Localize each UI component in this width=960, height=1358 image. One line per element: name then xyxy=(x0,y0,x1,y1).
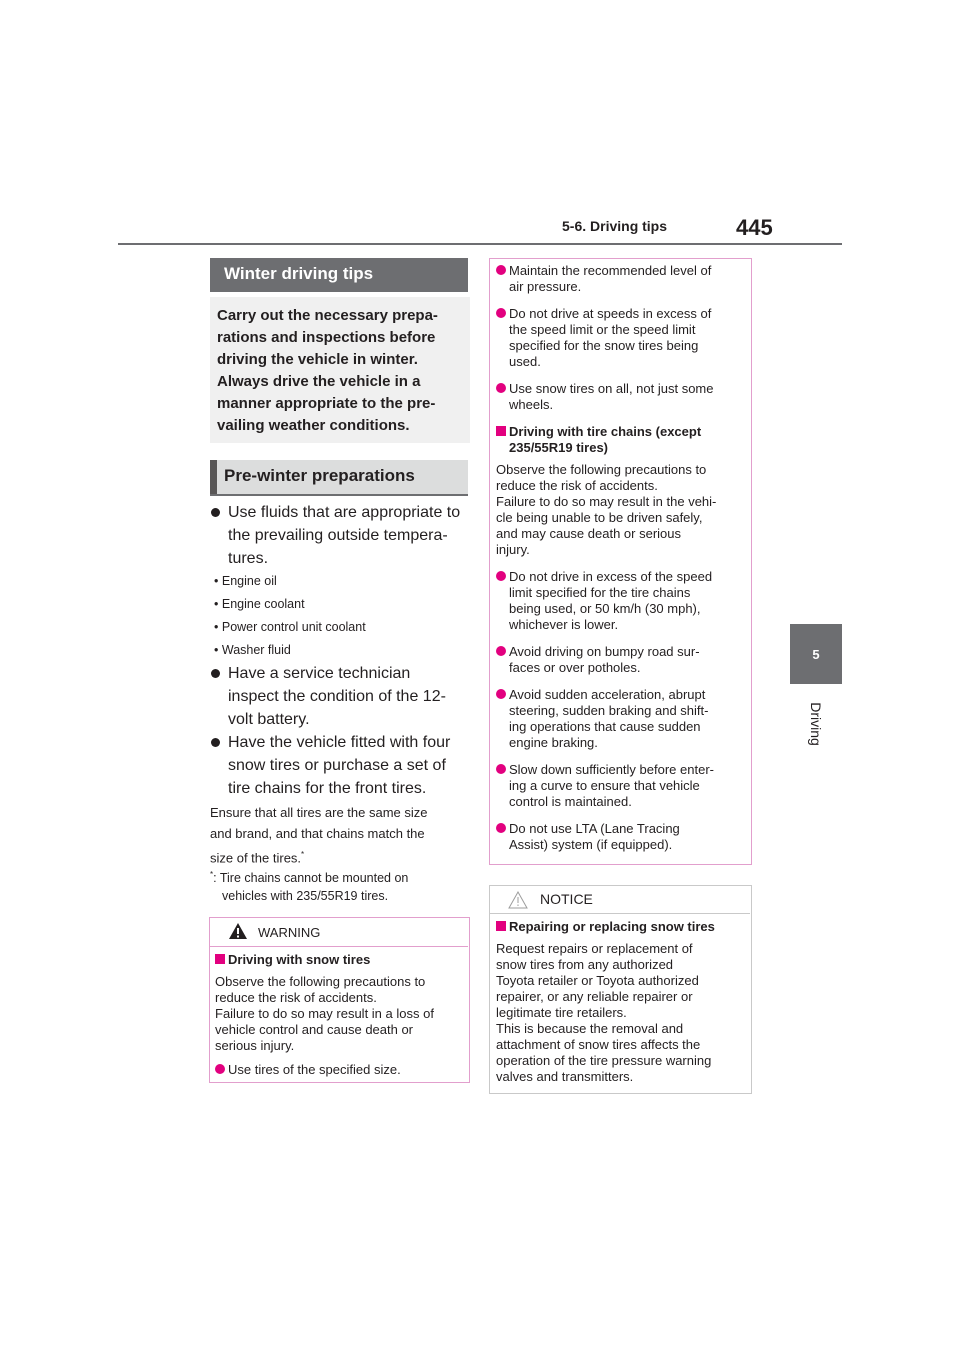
circle-bullet-icon xyxy=(496,689,506,699)
circle-bullet-icon xyxy=(496,383,506,393)
caution-triangle-icon xyxy=(508,891,528,909)
circle-bullet-icon xyxy=(496,308,506,318)
square-bullet-icon xyxy=(215,954,225,964)
list-item: • Engine oil xyxy=(214,574,277,588)
bullet-icon xyxy=(211,738,220,747)
circle-bullet-icon xyxy=(496,646,506,656)
circle-bullet-icon xyxy=(496,823,506,833)
warning-triangle-icon xyxy=(228,922,248,940)
circle-bullet-icon xyxy=(215,1064,225,1074)
list-item: • Power control unit coolant xyxy=(214,620,366,634)
header-rule xyxy=(118,243,842,245)
heading-winter-driving-tips xyxy=(210,258,468,292)
bullet-tires: Have the vehicle fitted with four snow tires or purchase a set of tire chains for the front tires. xyxy=(210,731,472,800)
heading-text: Pre-winter preparations xyxy=(224,466,415,485)
heading-pre-winter-preparations xyxy=(210,460,468,494)
bullet-fluids: Use fluids that are appropriate to the prevailing outside tempera- tures. xyxy=(210,501,472,570)
square-bullet-icon xyxy=(496,921,506,931)
page-number: 445 xyxy=(736,215,773,240)
chapter-tab xyxy=(790,624,842,684)
bullet-icon xyxy=(211,669,220,678)
warning-continued-content: Maintain the recommended level of air pressure. Do not drive at speeds in excess of the speed limit or the speed limit specified for the snow tires being used. Use snow tires on all, not just some wheels. Driving with tire chains (except 235/55R19 tires) Observe the following precautions to reduce the risk of accidents. Failure to do so may result in the vehi- cle being unable to be driven safely, and may cause death or serious injury. Do not drive in excess of the speed limit specified for the tire chains being used, or 50 km/h (30 mph), whichever is lower. Avoid driving on bumpy road sur- faces or over potholes. Avoid sudden acceleration, abrupt steering, sudden braking and shift- ing operations that cause sudden engine braking. Slow down sufficiently before enter- ing a curve to ensure that vehicle control is maintained. Do not use LTA (Lane Tracing Assist) system (if equipped). xyxy=(496,263,717,852)
warning-title: WARNING xyxy=(258,925,321,940)
section-title: 5-6. Driving tips xyxy=(562,218,668,234)
list-item: • Washer fluid xyxy=(214,643,291,657)
tire-paragraph: Ensure that all tires are the same size and brand, and that chains match the size of the tires.* xyxy=(210,805,428,866)
intro-text: Carry out the necessary prepa- rations and inspections before driving the vehicle in winter. Always drive the vehicle in a manner appropriate to the pre- vailing weather conditions. xyxy=(217,307,438,434)
warning-content: Driving with snow tires Observe the following precautions to reduce the risk of accidents. Failure to do so may result in a loss of vehicle control and cause death or serious injury. Use tires of the specified size. xyxy=(215,952,434,1077)
heading-text: Winter driving tips xyxy=(224,264,374,283)
bullet-battery: Have a service technician inspect the condition of the 12- volt battery. xyxy=(210,662,472,731)
notice-header xyxy=(490,886,750,914)
list-item: • Engine coolant xyxy=(214,597,305,611)
circle-bullet-icon xyxy=(496,571,506,581)
square-bullet-icon xyxy=(496,426,506,436)
circle-bullet-icon xyxy=(496,265,506,275)
chapter-label xyxy=(778,690,854,760)
chapter-label-text: Driving xyxy=(808,702,824,746)
bullet-icon xyxy=(211,508,220,517)
warning-header xyxy=(210,918,468,947)
circle-bullet-icon xyxy=(496,764,506,774)
footnote: *: Tire chains cannot be mounted on vehicles with 235/55R19 tires. xyxy=(210,870,409,904)
notice-title: NOTICE xyxy=(540,891,593,907)
notice-content: Repairing or replacing snow tires Request repairs or replacement of snow tires from any authorized Toyota retailer or Toyota authorized repairer, or any reliable repairer or legitimate tire retailers. This is because the removal and attachment of snow tires affects the operation of the tire pressure warning valves and transmitters. xyxy=(496,919,715,1084)
chapter-number: 5 xyxy=(812,646,820,662)
heading-rule xyxy=(210,494,468,496)
